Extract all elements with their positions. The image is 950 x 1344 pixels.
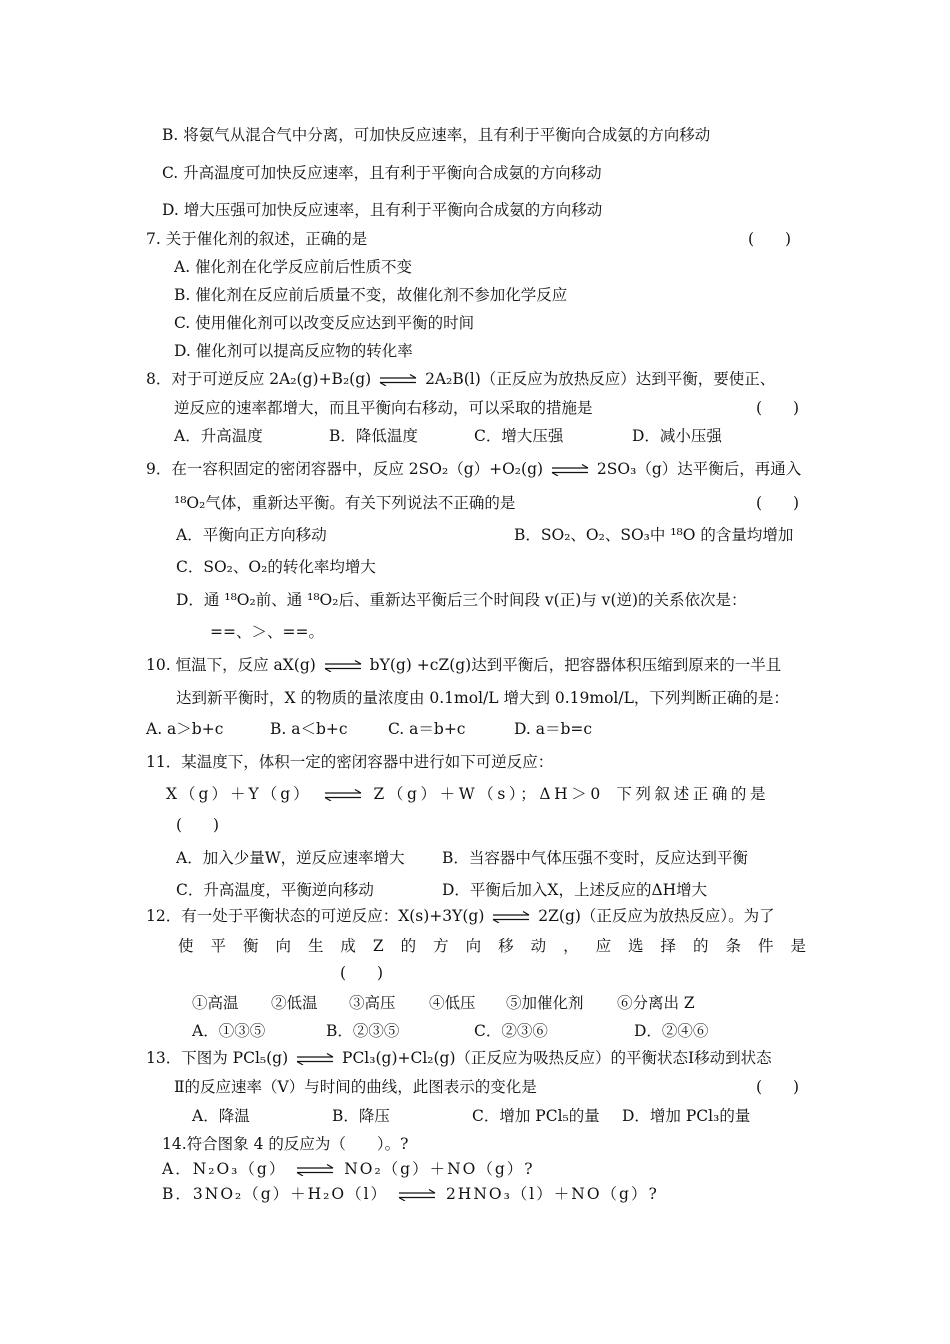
q11-stem: 11．某温度下，体积一定的密闭容器中进行如下可逆反应： xyxy=(146,753,554,771)
q12-stem-char: 生 xyxy=(307,937,324,955)
q10-option-a: A. a＞b+c xyxy=(146,720,224,738)
q12-stem-char: 的 xyxy=(693,937,709,955)
q10-stem-after-arrow: bY(g) +cZ(g)达到平衡后，把容器体积压缩到原来的一半且 xyxy=(369,656,782,674)
q12-stem-char: 移 xyxy=(498,937,514,955)
q8-option-d: D．减小压强 xyxy=(632,427,722,445)
q9-option-d: D．通 ¹⁸O₂前、通 ¹⁸O₂后、重新达平衡后三个时间段 v(正)与 v(逆)的关系依次是： xyxy=(176,591,747,609)
q12-stem-char: 是 xyxy=(790,937,806,955)
q12-stem-char: 选 xyxy=(628,937,644,955)
q12-stem-before-arrow: 12．有一处于平衡状态的可逆反应：X(s)+3Y(g) xyxy=(146,907,485,925)
q12-stem-char: ， xyxy=(563,937,579,955)
q12-stem-char: 方 xyxy=(433,937,449,955)
q13-option-b: B．降压 xyxy=(332,1107,390,1125)
q13-options xyxy=(192,1106,750,1126)
equilibrium-arrow-icon xyxy=(550,464,590,476)
equilibrium-arrow-icon xyxy=(378,374,418,386)
q8-options xyxy=(174,426,722,446)
q12-option-b: B．②③⑤ xyxy=(326,1022,400,1040)
q12-stem-char: 向 xyxy=(275,937,291,955)
q10-option-b: B. a＜b+c xyxy=(270,720,348,738)
q8-option-b: B．降低温度 xyxy=(329,427,418,445)
q13-stem-line2: Ⅱ的反应速率（V）与时间的曲线，此图表示的变化是 xyxy=(174,1078,537,1096)
q14-stem: 14.符合图象 4 的反应为（ ）。? xyxy=(162,1135,409,1153)
q11-equation xyxy=(166,784,769,804)
equilibrium-arrow-icon xyxy=(295,1053,335,1065)
q10-stem-before-arrow: 10. 恒温下，反应 aX(g) xyxy=(146,656,316,674)
q14-option-a xyxy=(162,1159,535,1179)
q8-stem-line2: 逆反应的速率都增大，而且平衡向右移动，可以采取的措施是 xyxy=(174,399,593,417)
q11-option-b: B．当容器中气体压强不变时，反应达到平衡 xyxy=(442,849,748,867)
q12-options xyxy=(192,1021,708,1041)
q12-condition: ④低压 xyxy=(429,994,476,1012)
equilibrium-arrow-icon xyxy=(491,911,531,923)
q12-stem-char: 成 xyxy=(340,937,356,955)
q14-option-b-reactants: B．3NO₂（g）＋H₂O（l） xyxy=(162,1185,389,1203)
q12-option-d: D．②④⑥ xyxy=(634,1022,709,1040)
q12-stem-char: 应 xyxy=(595,937,612,955)
q8-stem xyxy=(146,369,775,389)
q8-option-a: A．升高温度 xyxy=(174,427,263,445)
q12-stem-char: 衡 xyxy=(242,937,259,955)
q10-stem-line2: 达到新平衡时，X 的物质的量浓度由 0.1mol/L 增大到 0.19mol/L，下列判断正确的是： xyxy=(176,689,789,707)
q9-stem-after-arrow: 2SO₃（g）达平衡后，再通入 xyxy=(596,460,802,478)
q13-answer-paren: ( ) xyxy=(756,1078,800,1096)
q12-stem-line2 xyxy=(178,936,806,956)
q12-stem-char: 件 xyxy=(757,937,774,955)
equilibrium-arrow-icon xyxy=(397,1189,437,1201)
q7-option-b: B. 催化剂在反应前后质量不变，故催化剂不参加化学反应 xyxy=(174,286,568,304)
q7-option-d: D. 催化剂可以提高反应物的转化率 xyxy=(174,342,413,360)
q8-answer-paren: ( ) xyxy=(756,399,800,417)
q12-stem xyxy=(146,906,775,926)
q13-stem-after-arrow: PCl₃(g)+Cl₂(g)（正反应为吸热反应）的平衡状态Ⅰ移动到状态 xyxy=(342,1049,772,1067)
equilibrium-arrow-icon xyxy=(323,660,363,672)
q8-stem-before-arrow: 8．对于可逆反应 2A₂(g)+B₂(g) xyxy=(146,370,372,388)
q12-option-c: C．②③⑥ xyxy=(474,1022,548,1040)
q9-option-c: C．SO₂、O₂的转化率均增大 xyxy=(176,558,376,576)
q12-stem-char: 使 xyxy=(178,937,194,955)
q9-option-d-continued: ==、＞、==。 xyxy=(210,623,324,641)
q13-option-a: A．降温 xyxy=(192,1107,250,1125)
equilibrium-arrow-icon xyxy=(295,1164,335,1176)
q12-stem-char: 平 xyxy=(210,937,226,955)
q13-stem-before-arrow: 13．下图为 PCl₅(g) xyxy=(146,1049,289,1067)
q11-option-a: A．加入少量W，逆反应速率增大 xyxy=(176,849,405,867)
q8-option-c: C．增大压强 xyxy=(474,427,564,445)
q12-stem-char: 的 xyxy=(400,937,417,955)
q8-stem-after-arrow: 2A₂B(l)（正反应为放热反应）达到平衡，要使正、 xyxy=(425,370,776,388)
q7-answer-paren: ( ) xyxy=(748,230,792,248)
q10-option-d: D. a＝b=c xyxy=(514,720,593,738)
q9-stem-before-arrow: 9．在一容积固定的密闭容器中，反应 2SO₂（g）+O₂(g) xyxy=(146,460,544,478)
q12-condition: ⑤加催化剂 xyxy=(506,994,584,1012)
q12-condition: ③高压 xyxy=(349,994,396,1012)
q12-answer-paren: ( ) xyxy=(340,964,384,982)
q14-option-a-reactant: A．N₂O₃（g） xyxy=(162,1160,287,1178)
q9-stem xyxy=(146,459,801,479)
q7-stem: 7. 关于催化剂的叙述，正确的是 xyxy=(146,230,368,248)
q14-option-b xyxy=(162,1184,659,1204)
q12-stem-after-arrow: 2Z(g)（正反应为放热反应）。为了 xyxy=(538,907,775,925)
q12-stem-char: 条 xyxy=(725,937,742,955)
q10-options xyxy=(146,719,592,739)
q14-option-b-products: 2HNO₃（l）＋NO（g）? xyxy=(445,1185,659,1203)
q9-option-b: B．SO₂、O₂、SO₃中 ¹⁸O 的含量均增加 xyxy=(514,526,794,544)
q13-stem xyxy=(146,1048,772,1068)
q12-stem-char: 动 xyxy=(530,937,547,955)
equilibrium-arrow-icon xyxy=(323,789,363,801)
q14-option-a-products: NO₂（g）＋NO（g）? xyxy=(344,1160,535,1178)
q11-equation-products: Z（g）＋W（s）；ΔH＞0 下列叙述正确的是 xyxy=(373,785,770,803)
q9-answer-paren: ( ) xyxy=(756,494,800,512)
q10-option-c: C. a＝b+c xyxy=(388,720,466,738)
q7-option-c: C. 使用催化剂可以改变反应达到平衡的时间 xyxy=(174,314,475,332)
q11-option-d: D．平衡后加入X，上述反应的ΔH增大 xyxy=(442,881,708,899)
q12-stem-char: Z xyxy=(372,937,384,955)
q10-stem xyxy=(146,655,781,675)
q12-condition: ①高温 xyxy=(192,994,239,1012)
q11-answer-paren: ( ) xyxy=(176,816,220,834)
q12-stem-char: 向 xyxy=(465,937,482,955)
q12-stem-char: 择 xyxy=(660,937,677,955)
q11-option-c: C．升高温度，平衡逆向移动 xyxy=(176,881,374,899)
q13-option-c: C．增加 PCl₅的量 xyxy=(472,1107,600,1125)
q6-option-d: D. 增大压强可加快反应速率，且有利于平衡向合成氨的方向移动 xyxy=(162,201,603,219)
q11-equation-reactants: X（g）＋Y（g） xyxy=(166,785,312,803)
q9-option-a: A．平衡向正方向移动 xyxy=(176,526,327,544)
q6-option-b: B. 将氨气从混合气中分离，可加快反应速率，且有利于平衡向合成氨的方向移动 xyxy=(162,126,711,144)
q9-stem-line2: ¹⁸O₂气体，重新达平衡。有关下列说法不正确的是 xyxy=(174,494,516,512)
q12-condition: ②低温 xyxy=(271,994,318,1012)
q6-option-c: C. 升高温度可加快反应速率，且有利于平衡向合成氨的方向移动 xyxy=(162,164,602,182)
q7-option-a: A. 催化剂在化学反应前后性质不变 xyxy=(174,258,413,276)
q12-condition: ⑥分离出 Z xyxy=(617,994,695,1012)
q12-conditions xyxy=(192,993,695,1013)
q12-option-a: A．①③⑤ xyxy=(192,1022,266,1040)
q13-option-d: D．增加 PCl₃的量 xyxy=(622,1107,751,1125)
